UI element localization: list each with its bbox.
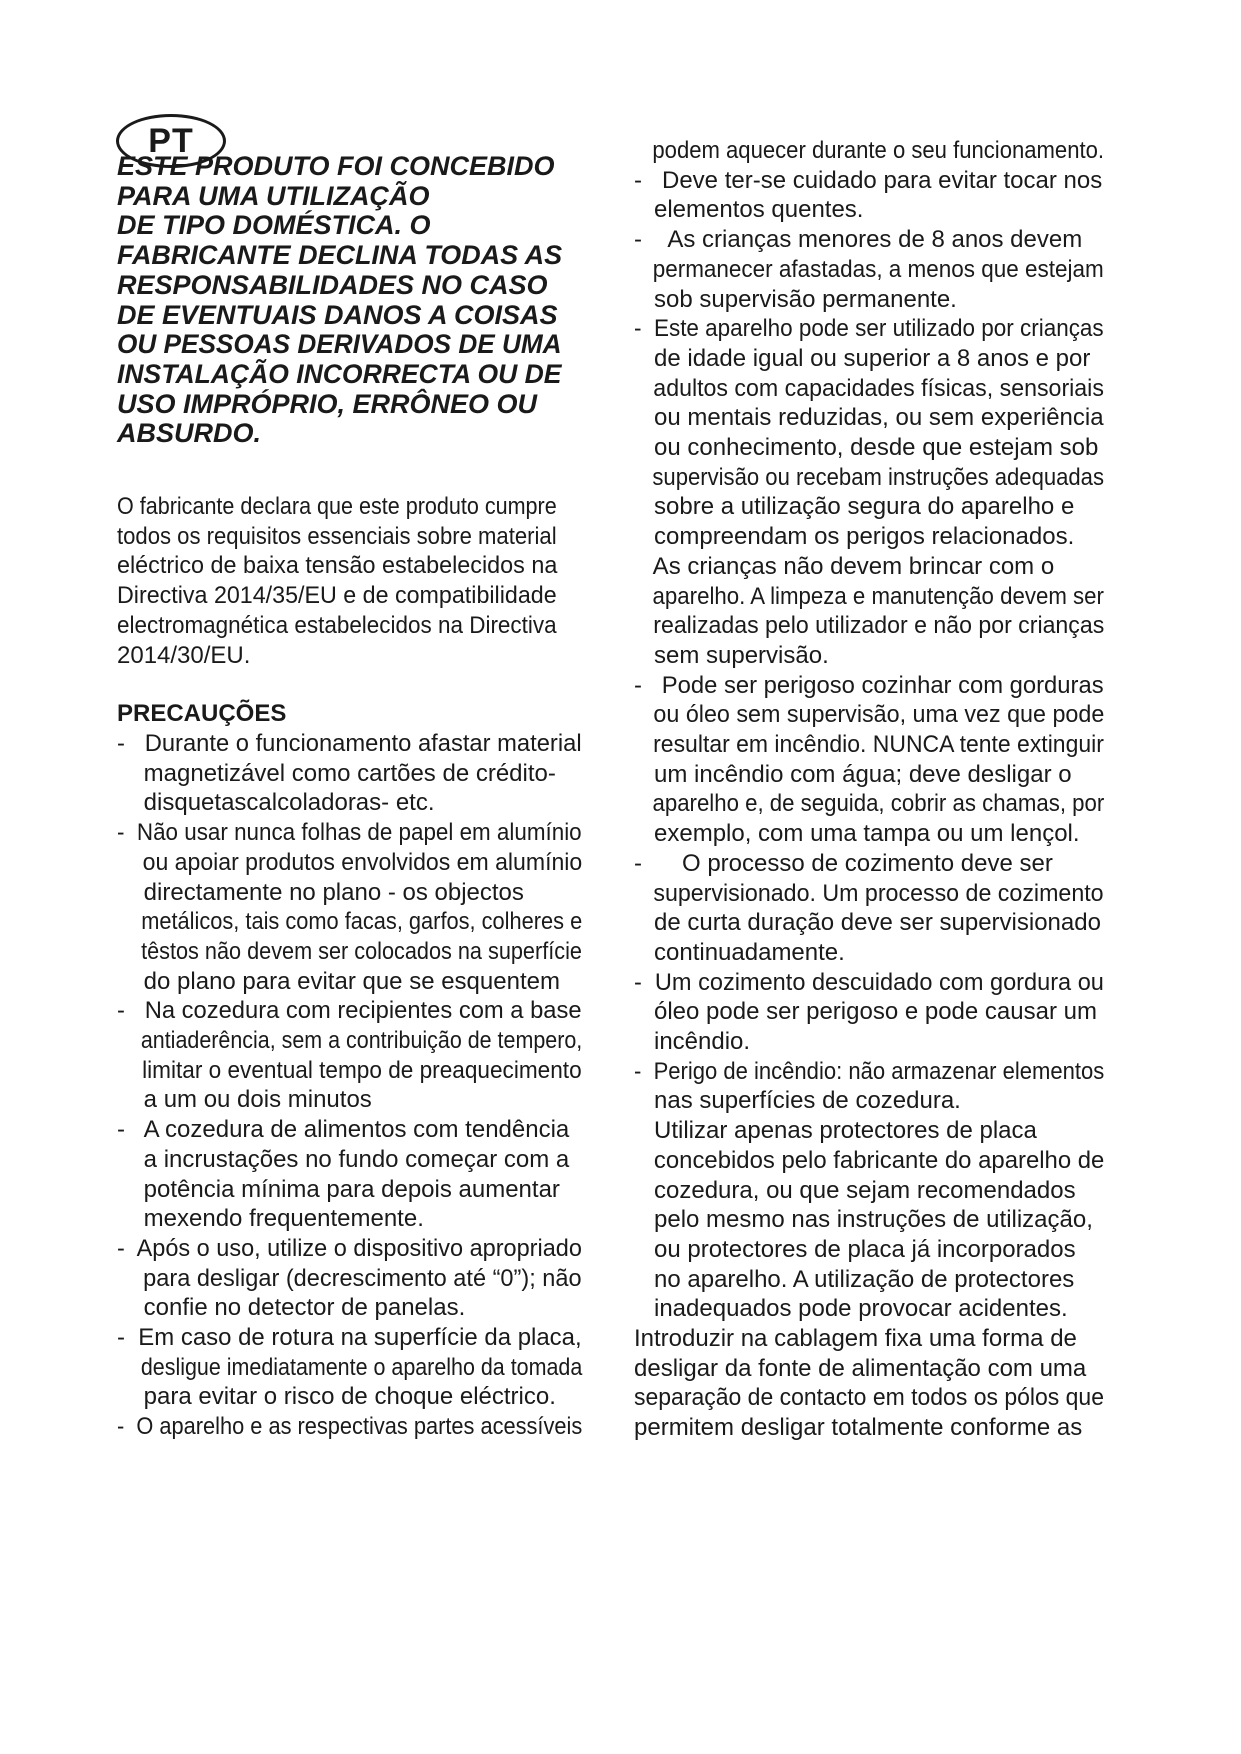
declaration-line: todos os requisitos essenciais sobre material [117, 522, 557, 550]
precaution-right-line: separação de contacto em todos os pólos que [634, 1384, 1104, 1412]
precaution-right-line: As crianças não devem brincar com o [634, 552, 1055, 580]
precaution-right-line: supervisão ou recebam instruções adequadas [634, 463, 1105, 491]
precaution-left-line: para desligar (decrescimento até “0”); não [117, 1264, 582, 1292]
intro-heading-line: ESTE PRODUTO FOI CONCEBIDO [117, 151, 555, 181]
intro-heading-line: PARA UMA UTILIZAÇÃO [117, 180, 430, 211]
precaution-right-line: sob supervisão permanente. [634, 285, 957, 313]
intro-heading-line: DE EVENTUAIS DANOS A COISAS [117, 299, 558, 330]
precaution-left-line: a um ou dois minutos [117, 1086, 372, 1114]
precaution-right-line: ou óleo sem supervisão, uma vez que pode [634, 701, 1105, 729]
precaution-left-line: desligue imediatamente o aparelho da tomada [117, 1353, 583, 1381]
precaution-right-line: permitem desligar totalmente conforme as [634, 1414, 1083, 1442]
precaution-right-line: supervisionado. Um processo de cozimento [634, 879, 1104, 907]
precaution-left-line: magnetizável como cartões de crédito- [117, 759, 556, 787]
precaution-right-line: - Perigo de incêndio: não armazenar elementos [634, 1057, 1105, 1085]
declaration-line: electromagnética estabelecidos na Directiva [117, 611, 557, 639]
precaution-right-line: desligar da fonte de alimentação com uma [634, 1354, 1087, 1382]
precaution-left-line: limitar o eventual tempo de preaquecimento [117, 1056, 582, 1084]
precaution-right-line: inadequados pode provocar acidentes. [634, 1295, 1068, 1323]
precaution-right-line: aparelho e, de seguida, cobrir as chamas, por [634, 790, 1105, 818]
precaution-right-line: realizadas pelo utilizador e não por crianças [634, 612, 1105, 640]
precaution-right-line: sobre a utilização segura do aparelho e [634, 493, 1075, 521]
precaution-right-line: pelo mesmo nas instruções de utilização, [634, 1206, 1093, 1234]
precaution-right-line: concebidos pelo fabricante do aparelho de [634, 1146, 1105, 1174]
precaution-left-line: - O aparelho e as respectivas partes acessíveis [117, 1413, 583, 1441]
precaution-right-line: no aparelho. A utilização de protectores [634, 1265, 1075, 1293]
intro-heading-line: ABSURDO. [117, 418, 262, 449]
precaution-left-line: directamente no plano - os objectos [117, 878, 524, 906]
precaution-right-line: incêndio. [634, 1028, 751, 1055]
precaution-right-line: de idade igual ou superior a 8 anos e por [634, 344, 1091, 372]
precaution-right-line: Introduzir na cablagem fixa uma forma de [634, 1325, 1077, 1352]
declaration-line: O fabricante declara que este produto cumpre [117, 493, 557, 520]
precaution-left-line: - Não usar nunca folhas de papel em alumínio [117, 819, 582, 847]
precaution-right-line: cozedura, ou que sejam recomendados [634, 1176, 1076, 1204]
precaution-left-line: - Na cozedura com recipientes com a base [117, 997, 582, 1025]
precaution-right-line: óleo pode ser perigoso e pode causar um [634, 998, 1097, 1026]
precaution-right-line: - Pode ser perigoso cozinhar com gorduras [634, 671, 1104, 699]
precaution-right-line: permanecer afastadas, a menos que estejam [634, 255, 1104, 283]
declaration-line: Directiva 2014/35/EU e de compatibilidade [117, 582, 557, 610]
intro-heading-line: USO IMPRÓPRIO, ERRÔNEO OU [117, 388, 538, 419]
precaution-left-line: - Após o uso, utilize o dispositivo apropriado [117, 1234, 582, 1262]
precaution-right-line: um incêndio com água; deve desligar o [634, 760, 1072, 788]
precaution-right-line: ou conhecimento, desde que estejam sob [634, 434, 1099, 461]
precaution-left-line: ou apoiar produtos envolvidos em alumínio [117, 848, 583, 876]
precaution-right-line: ou mentais reduzidas, ou sem experiência [634, 404, 1104, 432]
precautions-title: PRECAUÇÕES [117, 700, 287, 727]
precaution-left-line: potência mínima para depois aumentar [117, 1175, 560, 1203]
precaution-left-line: a incrustações no fundo começar com a [117, 1145, 570, 1173]
precaution-right-line: podem aquecer durante o seu funcionamento. [634, 137, 1105, 164]
intro-heading-line: DE TIPO DOMÉSTICA. O [117, 210, 431, 241]
intro-heading-line: OU PESSOAS DERIVADOS DE UMA [117, 329, 562, 360]
precaution-right-line: compreendam os perigos relacionados. [634, 523, 1075, 551]
precaution-right-line: adultos com capacidades físicas, sensoriais [634, 374, 1104, 402]
precaution-right-line: - Este aparelho pode ser utilizado por crianças [634, 315, 1104, 343]
declaration-line: eléctrico de baixa tensão estabelecidos na [117, 552, 558, 580]
language-badge: PT [116, 114, 226, 168]
precaution-right-line: aparelho. A limpeza e manutenção devem ser [634, 582, 1104, 610]
precaution-right-line: sem supervisão. [634, 641, 829, 669]
precaution-left-line: metálicos, tais como facas, garfos, colheres e [117, 908, 583, 936]
intro-heading-line: INSTALAÇÃO INCORRECTA OU DE [117, 358, 562, 389]
precaution-right-line: continuadamente. [634, 938, 845, 966]
precaution-right-line: - Um cozimento descuidado com gordura ou [634, 968, 1104, 996]
declaration-line: 2014/30/EU. [117, 641, 251, 669]
precaution-left-line: - Durante o funcionamento afastar material [117, 730, 582, 757]
precaution-right-line: - As crianças menores de 8 anos devem [634, 226, 1083, 254]
precaution-right-line: elementos quentes. [634, 196, 864, 224]
intro-heading-line: FABRICANTE DECLINA TODAS AS [117, 240, 563, 271]
precaution-left-line: antiaderência, sem a contribuição de tempero, [117, 1027, 583, 1054]
precaution-left-line: - Em caso de rotura na superfície da placa, [117, 1324, 582, 1351]
precaution-left-line: mexendo frequentemente. [117, 1205, 424, 1233]
precaution-left-line: confie no detector de panelas. [117, 1294, 466, 1322]
precaution-left-line: do plano para evitar que se esquentem [117, 967, 560, 995]
intro-heading-line: RESPONSABILIDADES NO CASO [117, 269, 548, 300]
precaution-left-line: para evitar o risco de choque eléctrico. [117, 1383, 556, 1411]
precaution-right-line: exemplo, com uma tampa ou um lençol. [634, 820, 1080, 848]
precaution-right-line: - Deve ter-se cuidado para evitar tocar nos [634, 166, 1103, 194]
precaution-left-line: - A cozedura de alimentos com tendência [117, 1116, 570, 1144]
precaution-left-line: têstos não devem ser colocados na superfície [117, 937, 582, 965]
precaution-left-line: disquetascalcoladoras- etc. [117, 789, 435, 817]
precaution-right-line: Utilizar apenas protectores de placa [634, 1117, 1037, 1145]
precaution-right-line: nas superfícies de cozedura. [634, 1087, 961, 1115]
precaution-right-line: resultar em incêndio. NUNCA tente extinguir [634, 731, 1104, 758]
precaution-right-line: - O processo de cozimento deve ser [634, 849, 1053, 877]
precaution-right-line: de curta duração deve ser supervisionado [634, 909, 1101, 937]
precaution-right-line: ou protectores de placa já incorporados [634, 1235, 1076, 1263]
